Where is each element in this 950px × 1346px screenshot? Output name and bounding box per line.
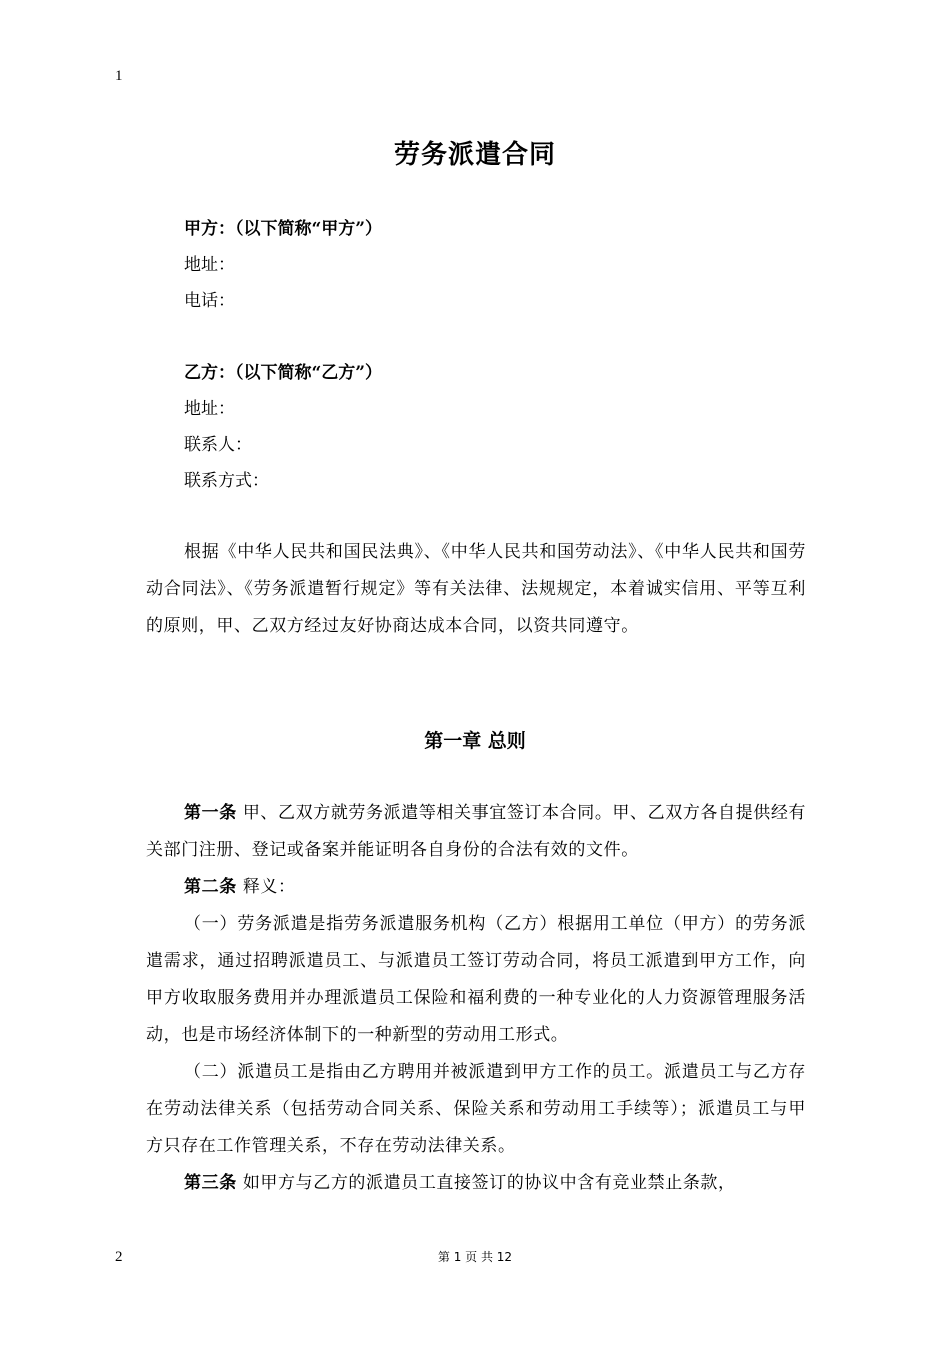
party-b-address-label: 地址： [184,399,235,419]
party-a-heading: 甲方：（以下简称“甲方”） [184,219,383,239]
article-1-paragraph [146,795,806,869]
preamble-paragraph: 根据《中华人民共和国民法典》、《中华人民共和国劳动法》、《中华人民共和国劳动合同法》、《劳务派遣暂行规定》等有关法律、法规规定，本着诚实信用、平等互利的原则，甲、乙双方经过友好协商达成本合同，以资共同遵守。 [146,542,806,636]
party-b-contact-method-label: 联系方式： [184,471,269,491]
chapter-1-title: 第一章 总则 [424,730,526,752]
article-3-label: 第三条 [184,1173,237,1193]
party-a-phone-label: 电话： [184,291,235,311]
article-2-text: 释义： [236,877,296,897]
party-b-heading: 乙方：（以下简称“乙方”） [184,363,383,383]
page-footer: 第 1 页 共 12 [437,1250,513,1264]
line-number-bottom: 2 [115,1249,123,1265]
party-a-address-label: 地址： [184,255,235,275]
article-1-text: 甲、乙双方就劳务派遣等相关事宜签订本合同。甲、乙双方各自提供经有关部门注册、登记或备案并能证明各自身份的合法有效的文件。 [146,803,807,860]
line-number-top: 1 [115,68,123,84]
article-3-paragraph [146,1165,806,1202]
article-3-text: 如甲方与乙方的派遣员工直接签订的协议中含有竞业禁止条款， [236,1173,736,1193]
article-2-label: 第二条 [184,877,237,897]
article-2-item-2: （二）派遣员工是指由乙方聘用并被派遣到甲方工作的员工。派遣员工与乙方存在劳动法律关系（包括劳动合同关系、保险关系和劳动用工手续等）；派遣员工与甲方只存在工作管理关系，不存在劳动法律关系。 [146,1062,806,1156]
document-title: 劳务派遣合同 [393,140,556,170]
article-2-paragraph [146,869,806,906]
article-1-label: 第一条 [184,803,237,823]
article-2-item-1: （一）劳务派遣是指劳务派遣服务机构（乙方）根据用工单位（甲方）的劳务派遣需求，通过招聘派遣员工、与派遣员工签订劳动合同，将员工派遣到甲方工作，向甲方收取服务费用并办理派遣员工保险和福利费的一种专业化的人力资源管理服务活动，也是市场经济体制下的一种新型的劳动用工形式。 [146,914,806,1045]
party-b-contact-label: 联系人： [184,435,252,455]
